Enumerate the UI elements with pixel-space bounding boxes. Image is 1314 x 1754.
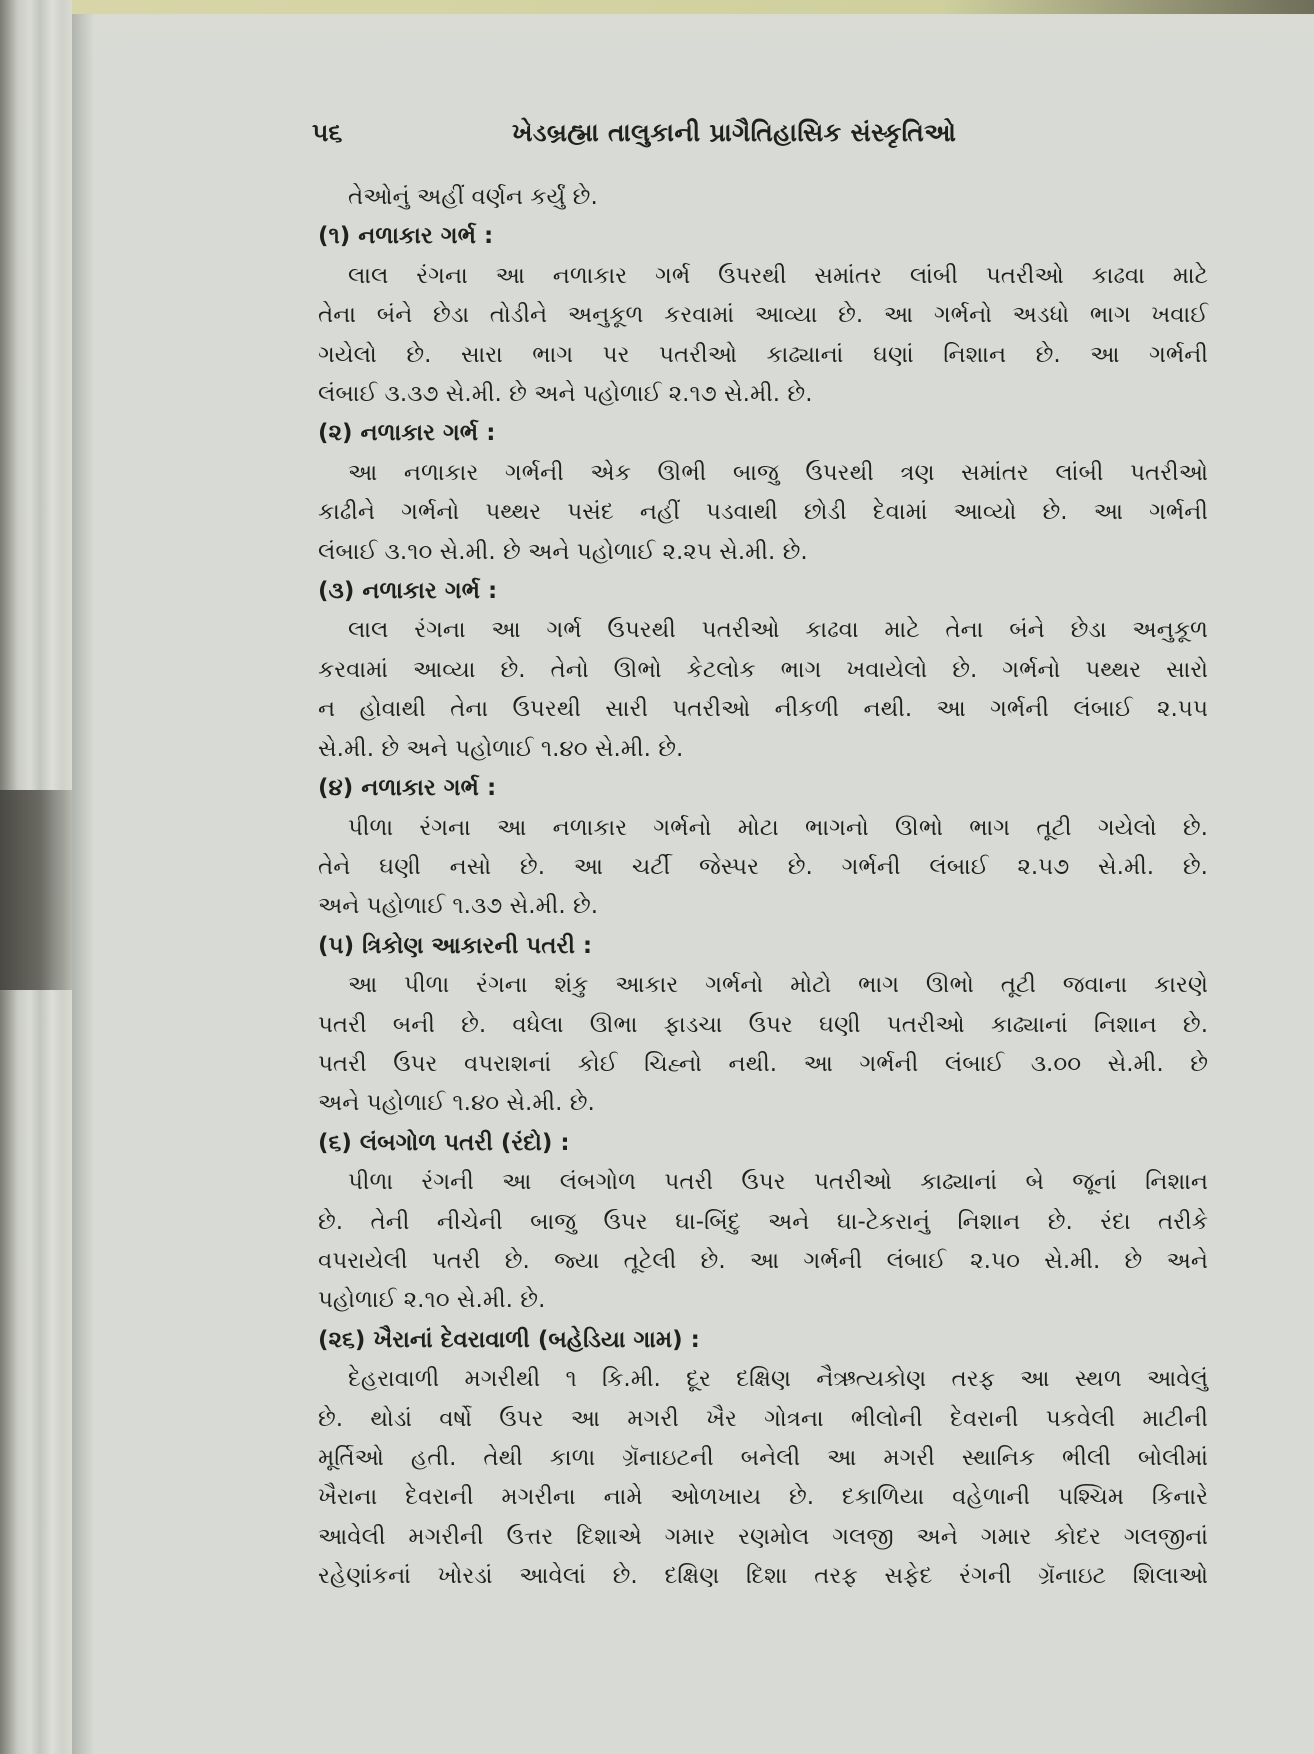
body-line: લંબાઈ ૩.૩૭ સે.મી. છે અને પહોળાઈ ૨.૧૭ સે.મી. છે. [318,381,813,408]
section-26 [318,1321,1208,1597]
body-line: લાલ રંગના આ નળાકાર ગર્ભ ઉપરથી સમાંતર લાંબી પતરીઓ કાઢવા માટે [348,262,1208,289]
body-line: સે.મી. છે અને પહોળાઈ ૧.૪૦ સે.મી. છે. [318,735,684,762]
section-heading: (૫) ત્રિકોણ આકારની પતરી : [318,932,593,959]
body-line: પતરી ઉપર વપરાશનાં કોઈ ચિહ્નો નથી. આ ગર્ભની લંબાઈ ૩.૦૦ સે.મી. છે [318,1050,1208,1077]
body-line: છે. થોડાં વર્ષો ઉપર આ મગરી ખૈર ગોત્રના ભીલોની દેવરાની પકવેલી માટીની [318,1405,1208,1432]
body-line: પતરી બની છે. વધેલા ઊભા ફાડચા ઉપર ઘણી પતરીઓ કાઢ્યાનાં નિશાન છે. [318,1011,1208,1038]
body-line: રહેણાંકનાં ખોરડાં આવેલાં છે. દક્ષિણ દિશા તરફ સફેદ રંગની ગ્રૅનાઇટ શિલાઓ [318,1563,1208,1590]
body-line: કરવામાં આવ્યા છે. તેનો ઊભો કેટલોક ભાગ ખવાયેલો છે. ગર્ભનો પથ્થર સારો [318,656,1208,683]
body-line: ખૈરાના દેવરાની મગરીના નામે ઓળખાય છે. દકાળિયા વહેળાની પશ્ચિમ કિનારે [318,1484,1208,1511]
body-line: આ પીળા રંગના શંકુ આકાર ગર્ભનો મોટો ભાગ ઊભો તૂટી જવાના કારણે [348,972,1208,999]
body-line: મૂર્તિઓ હતી. તેથી કાળા ગ્રૅનાઇટની બનેલી આ મગરી સ્થાનિક ભીલી બોલીમાં [318,1445,1208,1471]
section-4 [318,769,1208,927]
section-heading: (૬) લંબગોળ પતરી (રંદો) : [318,1129,570,1156]
section-3 [318,572,1208,769]
body-line: તેને ઘણી નસો છે. આ ચર્ટી જેસ્પર છે. ગર્ભની લંબાઈ ૨.૫૭ સે.મી. છે. [318,853,1208,880]
section-heading: (૩) નળાકાર ગર્ભ : [318,578,498,605]
section-5 [318,927,1208,1124]
section-1 [318,217,1208,414]
section-heading: (૨૬) ખૈરાનાં દેવરાવાળી (બહેડિયા ગામ) : [318,1326,700,1353]
body-line: ગયેલો છે. સારા ભાગ પર પતરીઓ કાઢ્યાનાં ઘણાં નિશાન છે. આ ગર્ભની [318,341,1208,368]
intro-line: તેઓનું અહીં વર્ણન કર્યું છે. [348,184,598,210]
page-gutter [72,0,94,1754]
body-line: લંબાઈ ૩.૧૦ સે.મી. છે અને પહોળાઈ ૨.૨૫ સે.મી. છે. [318,538,808,565]
body-line: દેહરાવાળી મગરીથી ૧ કિ.મી. દૂર દક્ષિણ નૈઋત્યકોણ તરફ આ સ્થળ આવેલું [348,1366,1208,1393]
page-number: ૫૬ [312,118,343,147]
body-line: વપરાયેલી પતરી છે. જ્યા તૂટેલી છે. આ ગર્ભની લંબાઈ ૨.૫૦ સે.મી. છે અને [318,1247,1208,1274]
body-line: કાઢીને ગર્ભનો પથ્થર પસંદ નહીં પડવાથી છોડી દેવામાં આવ્યો છે. આ ગર્ભની [318,499,1208,526]
body-line: લાલ રંગના આ ગર્ભ ઉપરથી પતરીઓ કાઢવા માટે તેના બંને છેડા અનુકૂળ [348,617,1208,644]
body-line: આ નળાકાર ગર્ભની એક ઊભી બાજુ ઉપરથી ત્રણ સમાંતર લાંબી પતરીઓ [348,459,1208,486]
body-line: અને પહોળાઈ ૧.૩૭ સે.મી. છે. [318,893,599,920]
section-heading: (૪) નળાકાર ગર્ભ : [318,775,497,802]
section-2 [318,414,1208,572]
body-line: તેના બંને છેડા તોડીને અનુકૂળ કરવામાં આવ્યા છે. આ ગર્ભનો અડધો ભાગ ખવાઈ [318,302,1208,329]
body-line: પીળા રંગની આ લંબગોળ પતરી ઉપર પતરીઓ કાઢ્યાનાં બે જૂનાં નિશાન [348,1169,1208,1196]
section-6 [318,1124,1208,1321]
section-heading: (૨) નળાકાર ગર્ભ : [318,420,496,447]
running-title: ખેડબ્રહ્મા તાલુકાની પ્રાગૈતિહાસિક સંસ્કૃતિઓ [512,118,957,147]
running-header [312,118,972,148]
top-paper-strip [72,0,1314,14]
body-line: છે. તેની નીચેની બાજુ ઉપર ઘા-બિંદુ અને ઘા-ટેકરાનું નિશાન છે. રંદા તરીકે [318,1208,1208,1235]
body-line: ન હોવાથી તેના ઉપરથી સારી પતરીઓ નીકળી નથી. આ ગર્ભની લંબાઈ ૨.૫૫ [318,696,1208,723]
page-body [318,178,1208,1597]
body-line: પહોળાઈ ૨.૧૦ સે.મી. છે. [318,1287,546,1314]
body-line: આવેલી મગરીની ઉત્તર દિશાએ ગમાર રણમોલ ગલજી અને ગમાર કોદર ગલજીનાં [318,1523,1208,1550]
section-heading: (૧) નળાકાર ગર્ભ : [318,223,494,250]
body-line: અને પહોળાઈ ૧.૪૦ સે.મી. છે. [318,1090,595,1117]
body-line: પીળા રંગના આ નળાકાર ગર્ભનો મોટા ભાગનો ઊભો ભાગ તૂટી ગયેલો છે. [348,814,1208,841]
